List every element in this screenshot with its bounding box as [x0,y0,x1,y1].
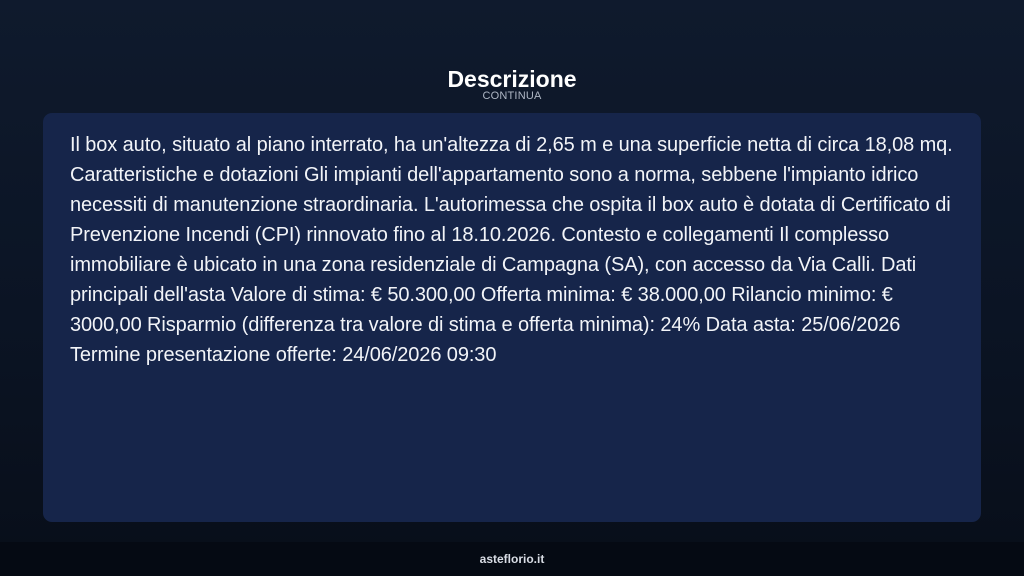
continue-link[interactable]: CONTINUA [482,90,542,102]
site-name: asteflorio.it [479,552,545,566]
footer [0,542,1024,576]
page-title: Descrizione [447,66,577,93]
description-text: Il box auto, situato al piano interrato, ha un'altezza di 2,65 m e una superficie netta di circa 18,08 mq. Caratteristiche e dotazioni Gli impianti dell'appartamento sono a norma, sebbene l'impianto idrico necessiti di manutenzione straordinaria. L'autorimessa che ospita il box auto è dotata di Certificato di Prevenzione Incendi (CPI) rinnovato fino al 18.10.2026. Contesto e collegamenti Il complesso immobiliare è ubicato in una zona residenziale di Campagna (SA), con accesso da Via Calli. Dati principali dell'asta Valore di stima: € 50.300,00 Offerta minima: € 38.000,00 Rilancio minimo: € 3000,00 Risparmio (differenza tra valore di stima e offerta minima): 24% Data asta: 25/06/2026 Termine presentazione offerte: 24/06/2026 09:30 [70,134,953,366]
description-card [43,113,981,522]
